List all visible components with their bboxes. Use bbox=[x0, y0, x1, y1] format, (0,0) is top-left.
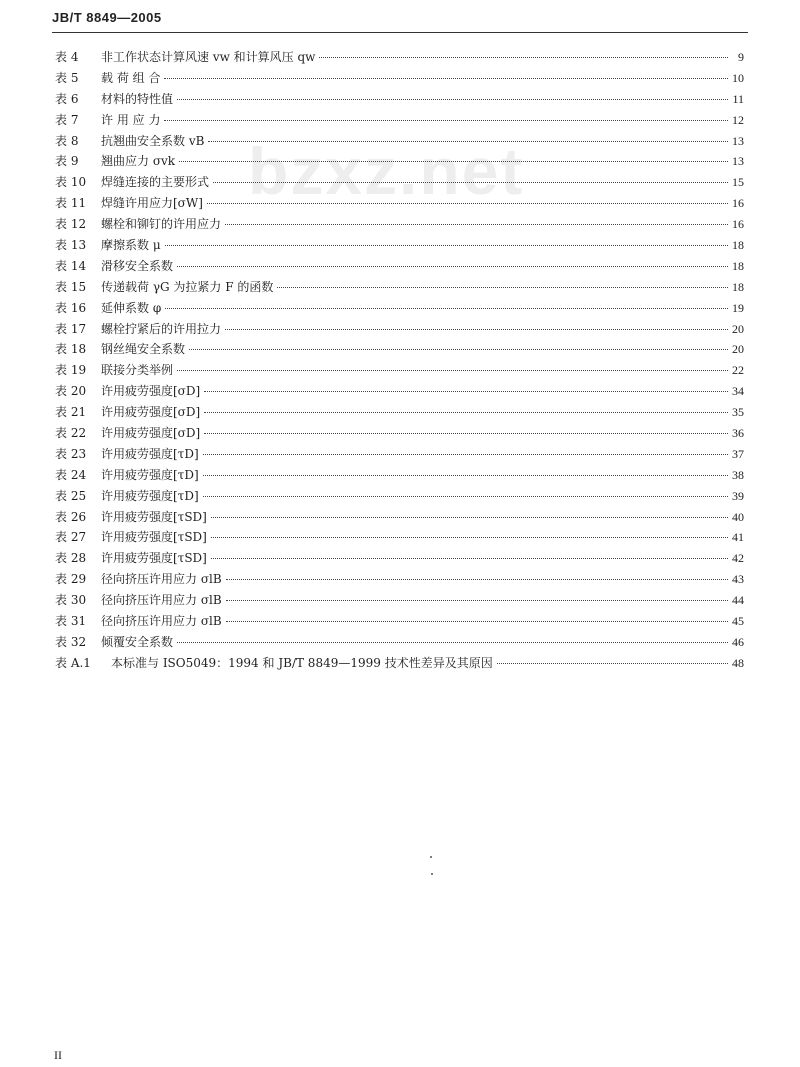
toc-entry-title: 载 荷 组 合 bbox=[101, 70, 161, 85]
toc-entry-number: 表 32 bbox=[55, 634, 87, 649]
toc-entry[interactable] bbox=[55, 298, 744, 319]
toc-entry-title: 钢丝绳安全系数 bbox=[101, 342, 186, 357]
toc-entry-title: 螺栓拧紧后的许用拉力 bbox=[101, 321, 222, 336]
toc-entry-page: 22 bbox=[732, 363, 744, 378]
toc-entry[interactable] bbox=[55, 423, 744, 444]
toc-entry-title: 抗翘曲安全系数 vB bbox=[101, 133, 205, 148]
toc-entry-number: 表 27 bbox=[55, 530, 87, 545]
toc-entry-number: 表 8 bbox=[55, 133, 79, 148]
toc-entry-title: 焊缝连接的主要形式 bbox=[101, 175, 210, 190]
toc-entry[interactable] bbox=[55, 507, 744, 528]
toc-entry-title: 倾覆安全系数 bbox=[101, 634, 174, 649]
toc-entry-page: 18 bbox=[732, 258, 744, 273]
toc-entry-number: 表 21 bbox=[55, 405, 87, 420]
scan-speck bbox=[430, 856, 432, 858]
toc-entry-number: 表 19 bbox=[55, 363, 87, 378]
toc-entry-page: 10 bbox=[732, 70, 744, 85]
toc-entry-number: 表 23 bbox=[55, 446, 87, 461]
toc-entry[interactable] bbox=[55, 653, 744, 674]
standard-number-header: JB/T 8849—2005 bbox=[52, 10, 162, 25]
toc-entry-number: 表 11 bbox=[55, 196, 87, 211]
toc-dot-leader bbox=[277, 287, 728, 288]
toc-entry-page: 9 bbox=[738, 50, 744, 64]
toc-dot-leader bbox=[165, 245, 728, 246]
toc-entry-number: 表 6 bbox=[55, 91, 79, 106]
toc-entry[interactable] bbox=[55, 214, 744, 235]
toc-dot-leader bbox=[211, 558, 728, 559]
toc-entry[interactable] bbox=[55, 486, 744, 507]
toc-entry-number: 表 15 bbox=[55, 279, 87, 294]
toc-entry-title: 径向挤压许用应力 σlB bbox=[101, 614, 222, 629]
toc-entry[interactable] bbox=[55, 47, 744, 68]
toc-entry[interactable] bbox=[55, 235, 744, 256]
toc-entry-number: 表 13 bbox=[55, 238, 87, 253]
toc-entry-number: 表 4 bbox=[55, 50, 79, 64]
toc-dot-leader bbox=[203, 496, 728, 497]
toc-entry-title: 传递载荷 γG 为拉紧力 F 的函数 bbox=[101, 279, 274, 294]
toc-entry-title: 螺栓和铆钉的许用应力 bbox=[101, 217, 222, 232]
toc-entry-page: 40 bbox=[732, 509, 744, 524]
toc-entry-page: 43 bbox=[732, 572, 744, 587]
scan-speck bbox=[431, 873, 433, 875]
toc-entry-title: 径向挤压许用应力 σlB bbox=[101, 572, 222, 587]
toc-entry-page: 34 bbox=[732, 384, 744, 399]
toc-dot-leader bbox=[226, 621, 728, 622]
toc-entry-number: 表 28 bbox=[55, 551, 87, 566]
toc-entry-number: 表 24 bbox=[55, 467, 87, 482]
toc-entry-page: 42 bbox=[732, 551, 744, 566]
toc-entry[interactable] bbox=[55, 402, 744, 423]
toc-dot-leader bbox=[203, 454, 728, 455]
toc-dot-leader bbox=[204, 433, 728, 434]
toc-entry-number: 表 9 bbox=[55, 154, 79, 169]
toc-dot-leader bbox=[225, 224, 728, 225]
toc-dot-leader bbox=[225, 329, 728, 330]
toc-dot-leader bbox=[177, 99, 728, 100]
toc-entry-title: 非工作状态计算风速 vw 和计算风压 qw bbox=[101, 50, 316, 64]
toc-entry-title: 许用疲劳强度[σD] bbox=[101, 426, 201, 441]
toc-dot-leader bbox=[204, 391, 728, 392]
toc-entry-page: 45 bbox=[732, 614, 744, 629]
toc-dot-leader bbox=[497, 663, 728, 664]
toc-entry[interactable] bbox=[55, 548, 744, 569]
toc-entry-page: 13 bbox=[732, 154, 744, 169]
toc-entry[interactable] bbox=[55, 611, 744, 632]
toc-entry-number: 表 17 bbox=[55, 321, 87, 336]
toc-entry-title: 径向挤压许用应力 σlB bbox=[101, 593, 222, 608]
toc-entry-title: 摩擦系数 μ bbox=[101, 238, 161, 253]
toc-entry-number: 表 26 bbox=[55, 509, 87, 524]
watermark-text: bzxz.net bbox=[248, 134, 525, 208]
toc-dot-leader bbox=[204, 412, 728, 413]
toc-dot-leader bbox=[208, 141, 728, 142]
toc-entry-number: 表 31 bbox=[55, 614, 87, 629]
toc-entry-number: 表 5 bbox=[55, 70, 79, 85]
toc-entry-number: 表 22 bbox=[55, 426, 87, 441]
toc-entry-title: 许用疲劳强度[τD] bbox=[101, 446, 199, 461]
toc-entry-page: 15 bbox=[732, 175, 744, 190]
toc-entry-number: 表 30 bbox=[55, 593, 87, 608]
toc-entry-page: 37 bbox=[732, 446, 744, 461]
toc-entry-title: 许用疲劳强度[τD] bbox=[101, 488, 199, 503]
toc-entry-number: 表 7 bbox=[55, 112, 79, 127]
toc-entry-page: 35 bbox=[732, 405, 744, 420]
toc-entry[interactable] bbox=[55, 131, 744, 152]
toc-entry-title: 许用疲劳强度[τSD] bbox=[101, 509, 207, 524]
toc-dot-leader bbox=[177, 370, 728, 371]
toc-entry[interactable] bbox=[55, 527, 744, 548]
toc-dot-leader bbox=[203, 475, 728, 476]
toc-entry[interactable] bbox=[55, 569, 744, 590]
toc-dot-leader bbox=[211, 517, 728, 518]
toc-entry-title: 本标准与 ISO5049：1994 和 JB/T 8849—1999 技术性差异及其原因 bbox=[111, 655, 493, 670]
toc-entry-title: 许用疲劳强度[τSD] bbox=[101, 530, 207, 545]
toc-entry[interactable] bbox=[55, 151, 744, 172]
toc-entry-title: 材料的特性值 bbox=[101, 91, 174, 106]
toc-entry[interactable] bbox=[55, 68, 744, 89]
toc-entry-page: 36 bbox=[732, 426, 744, 441]
header-rule bbox=[52, 32, 748, 33]
toc-entry[interactable] bbox=[55, 256, 744, 277]
toc-entry-number: 表 18 bbox=[55, 342, 87, 357]
toc-entry-page: 12 bbox=[732, 112, 744, 127]
toc-entry-page: 11 bbox=[732, 91, 744, 106]
toc-entry-number: 表 25 bbox=[55, 488, 87, 503]
toc-dot-leader bbox=[164, 78, 728, 79]
toc-dot-leader bbox=[207, 203, 728, 204]
toc-entry[interactable] bbox=[55, 277, 744, 298]
toc-entry-title: 许 用 应 力 bbox=[101, 112, 161, 127]
toc-entry-number: 表 29 bbox=[55, 572, 87, 587]
toc-entry-number: 表 A.1 bbox=[55, 655, 91, 670]
toc-dot-leader bbox=[165, 308, 728, 309]
toc-entry-title: 延伸系数 φ bbox=[101, 300, 162, 315]
toc-dot-leader bbox=[189, 349, 728, 350]
toc-dot-leader bbox=[213, 182, 728, 183]
toc-entry[interactable] bbox=[55, 89, 744, 110]
toc-entry-page: 13 bbox=[732, 133, 744, 148]
toc-entry[interactable] bbox=[55, 110, 744, 131]
toc-entry-title: 许用疲劳强度[σD] bbox=[101, 405, 201, 420]
toc-dot-leader bbox=[177, 642, 728, 643]
toc-entry-page: 20 bbox=[732, 321, 744, 336]
toc-entry-number: 表 14 bbox=[55, 258, 87, 273]
toc-entry-number: 表 12 bbox=[55, 217, 87, 232]
toc-entry-number: 表 20 bbox=[55, 384, 87, 399]
toc-entry[interactable] bbox=[55, 360, 744, 381]
toc-dot-leader bbox=[211, 537, 728, 538]
toc-entry-page: 18 bbox=[732, 279, 744, 294]
toc-dot-leader bbox=[177, 266, 728, 267]
toc-entry-page: 39 bbox=[732, 488, 744, 503]
toc-entry[interactable] bbox=[55, 444, 744, 465]
toc-entry[interactable] bbox=[55, 319, 744, 340]
toc-entry-page: 20 bbox=[732, 342, 744, 357]
toc-entry-title: 许用疲劳强度[τD] bbox=[101, 467, 199, 482]
toc-entry[interactable] bbox=[55, 172, 744, 193]
toc-entry-page: 16 bbox=[732, 196, 744, 211]
toc-entry[interactable] bbox=[55, 465, 744, 486]
toc-entry-title: 联接分类举例 bbox=[101, 363, 174, 378]
toc-entry-number: 表 10 bbox=[55, 175, 87, 190]
toc-entry-page: 46 bbox=[732, 634, 744, 649]
toc-entry-title: 滑移安全系数 bbox=[101, 258, 174, 273]
footer-page-number: II bbox=[54, 1048, 62, 1062]
toc-entry-page: 41 bbox=[732, 530, 744, 545]
toc-entry[interactable] bbox=[55, 632, 744, 653]
toc-entry-title: 许用疲劳强度[τSD] bbox=[101, 551, 207, 566]
toc-dot-leader bbox=[226, 579, 728, 580]
toc-entry[interactable] bbox=[55, 193, 744, 214]
toc-entry[interactable] bbox=[55, 590, 744, 611]
toc-dot-leader bbox=[226, 600, 728, 601]
toc-entry-page: 48 bbox=[732, 655, 744, 670]
toc-dot-leader bbox=[164, 120, 728, 121]
toc-entry-title: 许用疲劳强度[σD] bbox=[101, 384, 201, 399]
toc-dot-leader bbox=[179, 161, 728, 162]
toc-dot-leader bbox=[319, 57, 728, 58]
toc-entry-number: 表 16 bbox=[55, 300, 87, 315]
toc-entry-title: 焊缝许用应力[σW] bbox=[101, 196, 203, 211]
toc-entry-page: 44 bbox=[732, 593, 744, 608]
toc-entry[interactable] bbox=[55, 381, 744, 402]
table-of-contents-list bbox=[55, 47, 744, 674]
toc-entry-title: 翘曲应力 σvk bbox=[101, 154, 176, 169]
toc-entry-page: 18 bbox=[732, 238, 744, 253]
toc-entry-page: 16 bbox=[732, 217, 744, 232]
toc-entry[interactable] bbox=[55, 339, 744, 360]
toc-entry-page: 38 bbox=[732, 467, 744, 482]
toc-entry-page: 19 bbox=[732, 300, 744, 315]
